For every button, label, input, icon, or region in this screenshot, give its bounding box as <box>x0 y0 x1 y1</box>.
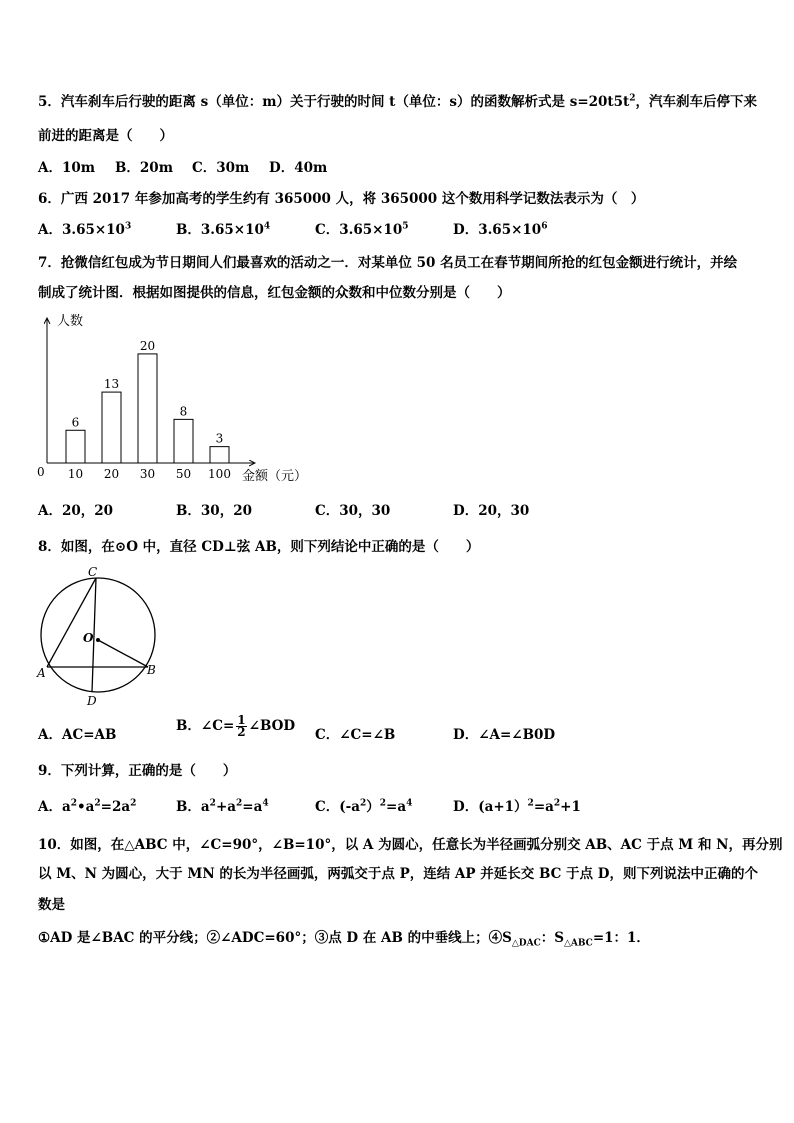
q8-b-fraction <box>236 715 246 738</box>
bar-10 <box>66 430 85 463</box>
q10-sub2: △ABC <box>563 938 593 949</box>
q8-b-num: 1 <box>237 713 246 727</box>
q7-option-c: C．30，30 <box>315 503 391 519</box>
q6-option-b <box>176 218 270 238</box>
bar-chart <box>30 308 320 490</box>
q9-b-p2: +a <box>215 799 236 815</box>
q6-d-exp: 6 <box>541 221 548 232</box>
q9-b-s2: 2 <box>236 798 243 809</box>
q10-text-a: ①AD 是∠BAC 的平分线；②∠ADC=60°；③点 D 在 AB 的中垂线上；④S <box>38 930 512 946</box>
q6-c-base: C．3.65×10 <box>315 222 403 238</box>
q7-option-b: B．30，20 <box>176 503 252 519</box>
q6-b-base: B．3.65×10 <box>176 222 264 238</box>
q9-option-d <box>453 795 581 815</box>
q10-stem-line1: 10．如图，在△ABC 中，∠C=90°，∠B=10°，以 A 为圆心，任意长为半径画弧分别交 AB、AC 于点 M 和 N，再分别 <box>38 837 783 853</box>
q5-text-b: ，汽车刹车后停下来 <box>635 94 758 110</box>
q9-option-b <box>176 795 269 815</box>
q9-a-p1: A．a <box>38 799 71 815</box>
bar-50 <box>174 419 193 463</box>
q9-c-p2: ） <box>366 799 380 815</box>
q9-option-c <box>315 795 412 815</box>
q8-stem: 8．如图，在⊙O 中，直径 CD⊥弦 AB，则下列结论中正确的是（ ） <box>38 539 480 555</box>
q9-a-p3: =2a <box>100 799 131 815</box>
q9-c-p1: C．(-a <box>315 799 360 815</box>
q5-option-d: D．40m <box>269 160 328 176</box>
q5-option-a: A．10m <box>38 160 96 176</box>
bar-20 <box>102 392 121 463</box>
segment-ac <box>47 578 96 667</box>
q6-option-a <box>38 218 131 238</box>
q10-stem-line3: 数是 <box>38 897 65 913</box>
x-tick-label: 100 <box>208 467 231 481</box>
bar-30 <box>138 354 157 463</box>
q7-stem-line1: 7．抢微信红包成为节日期间人们最喜欢的活动之一．对某单位 50 名员工在春节期间所抢的红包金额进行统计，并绘 <box>38 255 738 271</box>
q6-stem: 6．广西 2017 年参加高考的学生约有 365000 人，将 365000 这个数用科学记数法表示为（ ） <box>38 191 645 207</box>
q9-a-p2: •a <box>77 799 95 815</box>
bar-value-label: 20 <box>139 338 156 353</box>
bar-value-label: 6 <box>71 415 80 430</box>
q9-b-s3: 4 <box>262 798 269 809</box>
q8-option-d: D．∠A=∠B0D <box>453 727 556 743</box>
bar-100 <box>210 447 229 463</box>
q7-option-d: D．20，30 <box>453 503 530 519</box>
y-axis-label: 人数 <box>57 314 84 329</box>
origin-label: 0 <box>37 465 45 479</box>
center-point <box>96 638 100 642</box>
q5-option-b: B．20m <box>115 160 173 176</box>
q8-option-a: A．AC=AB <box>38 727 117 743</box>
q5-text-a: 5．汽车刹车后行驶的距离 s（单位：m）关于行驶的时间 t（单位：s）的函数解析式是 s=20t5t <box>38 94 630 110</box>
bars-group <box>66 339 231 481</box>
q6-a-exp: 3 <box>124 221 132 232</box>
q9-a-s1: 2 <box>70 798 77 809</box>
x-tick-label: 10 <box>67 467 84 481</box>
q9-d-s1: 2 <box>527 798 534 809</box>
q5-stem-line1 <box>38 90 757 110</box>
q9-option-a <box>38 795 136 815</box>
q9-d-p3: +1 <box>560 799 581 815</box>
x-tick-label: 20 <box>103 467 120 481</box>
bar-value-label: 8 <box>179 404 188 419</box>
q6-option-d <box>453 218 547 238</box>
label-b: B <box>147 663 156 677</box>
bar-value-label: 3 <box>215 431 224 446</box>
q9-d-s2: 2 <box>553 798 561 809</box>
x-tick-label: 30 <box>139 467 156 481</box>
q6-option-c <box>315 218 409 238</box>
q6-b-exp: 4 <box>263 221 271 232</box>
q9-stem: 9．下列计算，正确的是（ ） <box>38 763 237 779</box>
q9-a-s3: 2 <box>130 798 137 809</box>
label-o: O <box>83 631 94 645</box>
q9-c-s2: 2 <box>379 798 387 809</box>
q10-text-b: ：S <box>540 930 564 946</box>
q9-c-s3: 4 <box>406 798 413 809</box>
q10-stem-line2: 以 M、N 为圆心，大于 MN 的长为半径画弧，两弧交于点 P，连结 AP 并延长交 BC 于点 D，则下列说法中正确的个 <box>38 866 758 882</box>
q5-sup: 2 <box>629 93 636 104</box>
q10-sub1: △DAC <box>511 938 541 949</box>
q9-c-s1: 2 <box>359 798 367 809</box>
q9-b-s1: 2 <box>209 798 216 809</box>
label-a: A <box>37 666 46 680</box>
x-axis-label: 金额（元） <box>242 469 308 484</box>
circle-diagram <box>34 562 164 712</box>
q7-option-a: A．20，20 <box>38 503 114 519</box>
q8-b-pre: B．∠C= <box>176 718 235 734</box>
q8-option-b <box>176 714 295 738</box>
q9-b-p1: B．a <box>176 799 210 815</box>
q8-b-post: ∠BOD <box>248 718 296 734</box>
q5-stem-line2: 前进的距离是（ ） <box>38 128 173 144</box>
q9-d-p2: =a <box>533 799 554 815</box>
label-d: D <box>87 694 97 708</box>
q9-c-p3: =a <box>386 799 407 815</box>
x-tick-label: 50 <box>175 467 192 481</box>
label-c: C <box>88 565 98 579</box>
q6-a-base: A．3.65×10 <box>38 222 125 238</box>
q9-a-s2: 2 <box>94 798 101 809</box>
q10-statements <box>38 926 650 949</box>
q8-b-den: 2 <box>237 725 246 739</box>
q5-option-c: C．30m <box>192 160 250 176</box>
segment-ob <box>98 640 148 667</box>
q7-stem-line2: 制成了统计图．根据如图提供的信息，红包金额的众数和中位数分别是（ ） <box>38 285 511 301</box>
bar-value-label: 13 <box>103 377 120 392</box>
q8-option-c: C．∠C=∠B <box>315 727 396 743</box>
q6-d-base: D．3.65×10 <box>453 222 542 238</box>
q9-b-p3: =a <box>242 799 263 815</box>
q6-c-exp: 5 <box>402 221 409 232</box>
q10-text-c: =1：1． <box>592 930 650 946</box>
q9-d-p1: D．(a+1） <box>453 799 528 815</box>
circle-o <box>41 578 155 692</box>
